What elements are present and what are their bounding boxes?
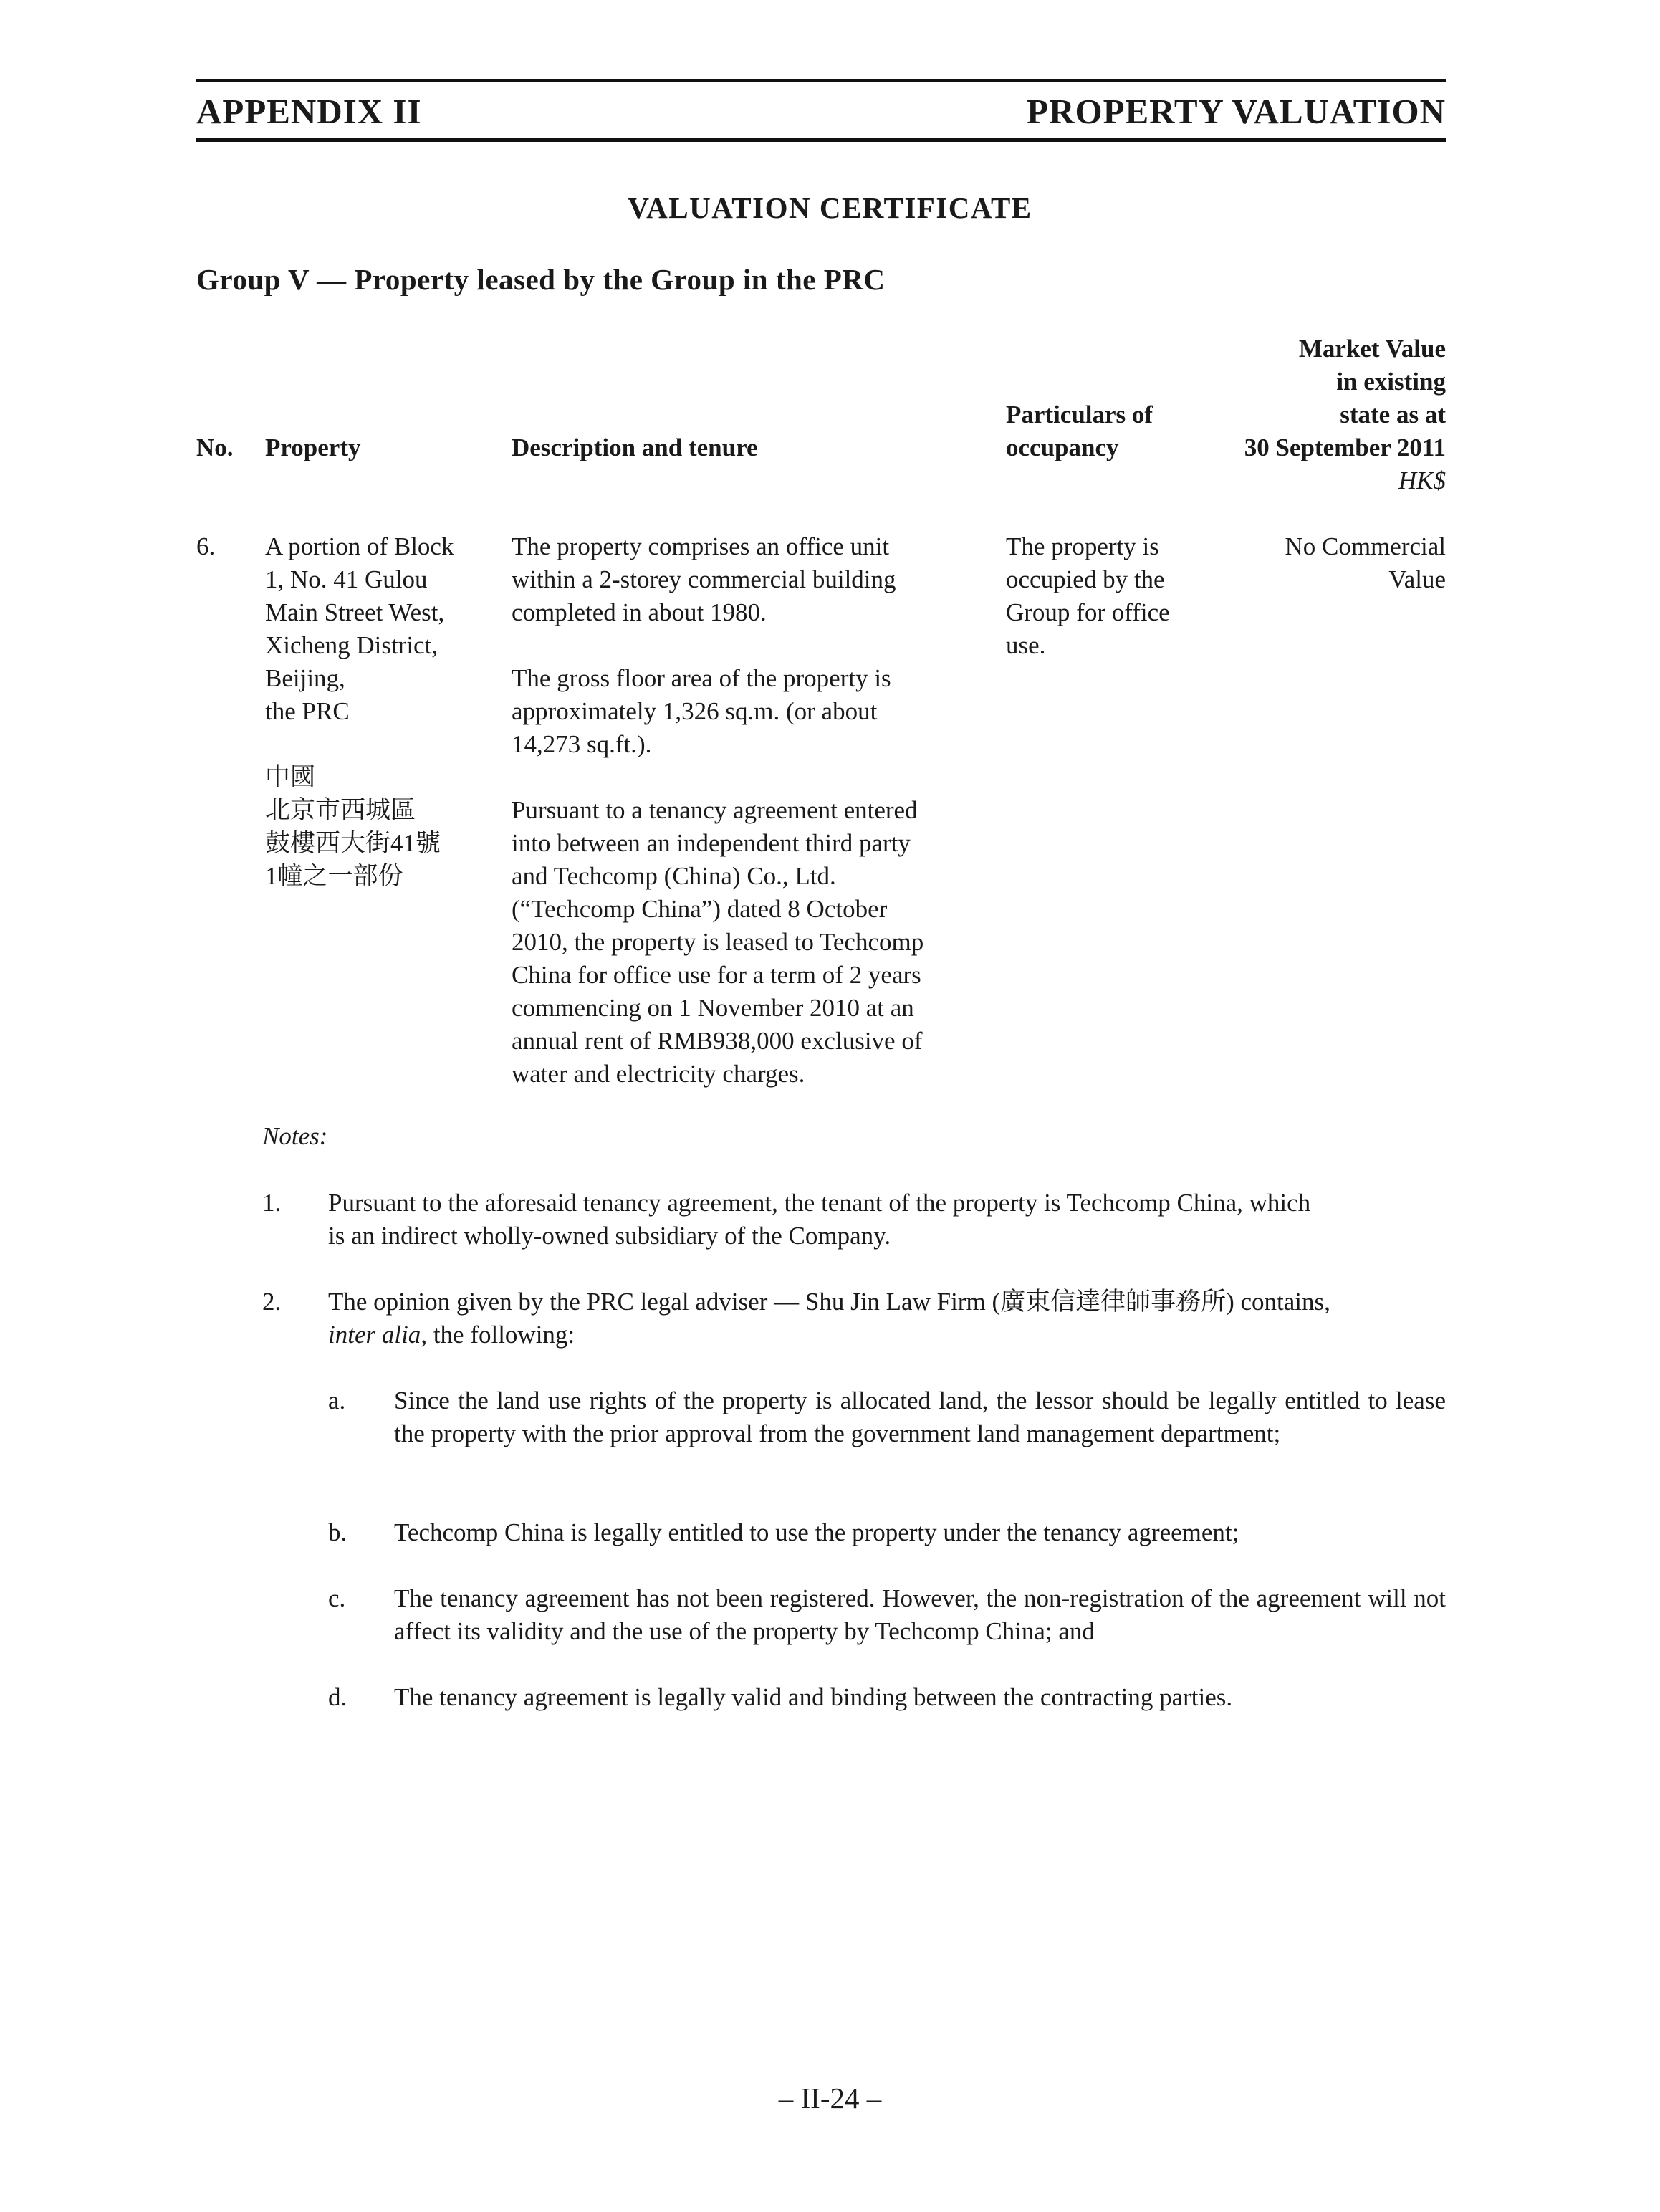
header-no: No. [196,434,234,461]
market-value-line: Value [1388,565,1446,593]
inter-alia-italic: inter alia [328,1321,421,1349]
description-paragraph-2 [512,662,992,761]
description-line: and Techcomp (China) Co., Ltd. [512,862,836,890]
property-en-line: Beijing, [265,664,345,692]
subnote-text: The tenancy agreement is legally valid and binding between the contracting parties. [394,1683,1233,1711]
subnote-text: Since the land use rights of the property is allocated land, the lessor should be legally entitled to lease the property with the prior approval from the government land management department; [394,1387,1446,1447]
header-bottom-rule [196,138,1446,142]
property-cn-line: 鼓樓西大街41號 [265,829,441,857]
occupancy-line: Group for office [1006,598,1170,626]
description-line: 2010, the property is leased to Techcomp [512,928,924,956]
market-value-line: No Commercial [1285,532,1446,560]
description-line: water and electricity charges. [512,1060,805,1088]
notes-label: Notes: [262,1122,328,1150]
description-line: The property comprises an office unit [512,532,890,560]
subnote-text: The tenancy agreement has not been registered. However, the non-registration of the agreement will not affect its validity and the use of the property by Techcomp China; and [394,1584,1446,1645]
header-description: Description and tenure [512,434,758,461]
property-cn-line: 1幢之一部份 [265,862,403,890]
property-en-line: 1, No. 41 Gulou [265,565,428,593]
group-heading: Group V — Property leased by the Group in the PRC [196,263,886,296]
description-line: completed in about 1980. [512,598,767,626]
page-number: – II-24 – [778,2082,882,2115]
subnote-letter: a. [328,1387,346,1414]
description-line: commencing on 1 November 2010 at an [512,994,914,1022]
property-address-cn [265,761,502,893]
note-number: 2. [262,1288,282,1316]
market-value [1211,530,1446,596]
occupancy-details [1006,530,1221,662]
appendix-label: APPENDIX II [196,92,422,131]
description-line: China for office use for a term of 2 years [512,961,921,989]
occupancy-line: use. [1006,631,1046,659]
property-en-line: the PRC [265,697,350,725]
row-number: 6. [196,532,216,560]
property-cn-line: 北京市西城區 [265,796,416,824]
note-line-rest: , the following: [421,1321,575,1349]
header-property: Property [265,434,361,461]
header-occupancy-line1: Particulars of [1006,401,1153,428]
description-line: The gross floor area of the property is [512,664,891,692]
description-line: approximately 1,326 sq.m. (or about [512,697,878,725]
note-line: is an indirect wholly-owned subsidiary of the Company. [328,1222,891,1250]
subnote-letter: d. [328,1683,347,1711]
property-en-line: A portion of Block [265,532,454,560]
certificate-title: VALUATION CERTIFICATE [628,191,1032,224]
occupancy-line: occupied by the [1006,565,1165,593]
note-line: The opinion given by the PRC legal adviser — Shu Jin Law Firm (廣東信達律師事務所) contains, [328,1288,1330,1316]
description-line: Pursuant to a tenancy agreement entered [512,796,918,824]
header-market-value-line3: state as at [1340,401,1446,428]
occupancy-line: The property is [1006,532,1159,560]
description-paragraph-1 [512,530,992,629]
note-line: Pursuant to the aforesaid tenancy agreement, the tenant of the property is Techcomp China, which [328,1189,1311,1217]
section-title: PROPERTY VALUATION [1027,92,1446,131]
property-address-en [265,530,502,728]
header-market-value-line1: Market Value [1298,335,1446,363]
subnote-letter: b. [328,1518,347,1546]
description-paragraph-3 [512,794,992,1091]
description-line: 14,273 sq.ft.). [512,730,652,758]
subnote-letter: c. [328,1584,346,1612]
subnote-text: Techcomp China is legally entitled to use the property under the tenancy agreement; [394,1518,1239,1546]
property-en-line: Xicheng District, [265,631,438,659]
note-line [328,1318,1446,1351]
description-line: within a 2-storey commercial building [512,565,896,593]
header-market-value-line4: 30 September 2011 [1244,434,1446,461]
note-1-text [328,1187,1446,1253]
header-market-value-line2: in existing [1336,368,1446,396]
header-top-rule [196,79,1446,82]
description-line: (“Techcomp China”) dated 8 October [512,895,888,923]
description-line: annual rent of RMB938,000 exclusive of [512,1027,923,1055]
property-en-line: Main Street West, [265,598,445,626]
header-occupancy-line2: occupancy [1006,434,1119,461]
header-currency: HK$ [1398,466,1446,494]
description-line: into between an independent third party [512,829,911,857]
note-2-text [328,1285,1446,1351]
property-cn-line: 中國 [265,763,316,791]
note-number: 1. [262,1189,282,1217]
